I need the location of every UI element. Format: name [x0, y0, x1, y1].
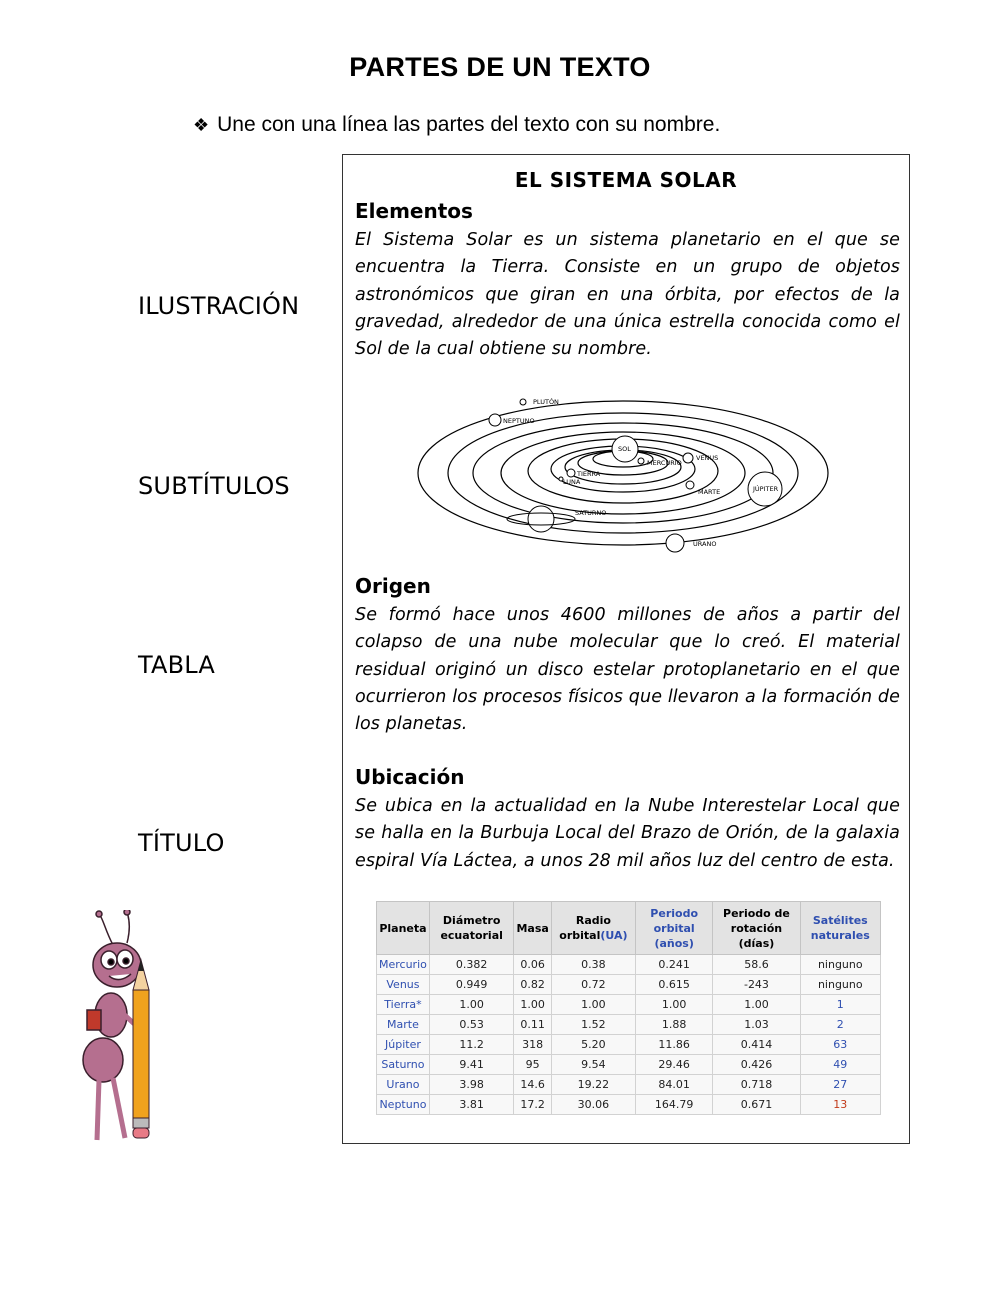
- cell-rotacion: 1.00: [713, 995, 800, 1015]
- cell-planeta[interactable]: Saturno: [377, 1055, 430, 1075]
- cell-planeta[interactable]: Marte: [377, 1015, 430, 1035]
- table-row: [377, 1055, 881, 1075]
- table-row: [377, 955, 881, 975]
- cell-satelites: 1: [800, 995, 880, 1015]
- table-header-row: [377, 902, 881, 955]
- table-row: [377, 1035, 881, 1055]
- paragraph-elementos: El Sistema Solar es un sistema planetario en el que se encuentra la Tierra. Consiste en un grupo de objetos astronómicos que giran en una órbita, por efectos de la gravedad, alrededor de una única estrella conocida como el Sol de la cual obtiene su nombre.: [355, 230, 900, 360]
- header-diametro: Diámetro ecuatorial: [429, 902, 514, 955]
- cell-masa: 0.11: [514, 1015, 551, 1035]
- cell-rotacion: 0.671: [713, 1095, 800, 1115]
- cell-diametro: 3.81: [429, 1095, 514, 1115]
- cell-masa: 318: [514, 1035, 551, 1055]
- diagram-label-tierra: TIERRA: [577, 470, 601, 478]
- cell-radio: 1.00: [551, 995, 635, 1015]
- subtitle-origen: Origen: [355, 574, 431, 598]
- table-row: [377, 1095, 881, 1115]
- cell-radio: 0.38: [551, 955, 635, 975]
- cell-satelites: 63: [800, 1035, 880, 1055]
- planet-tierra: [567, 469, 575, 477]
- table-row: [377, 1015, 881, 1035]
- cell-masa: 0.06: [514, 955, 551, 975]
- cell-radio: 19.22: [551, 1075, 635, 1095]
- cell-diametro: 0.382: [429, 955, 514, 975]
- label-subtitulos[interactable]: SUBTÍTULOS: [138, 472, 290, 500]
- header-planeta: Planeta: [377, 902, 430, 955]
- diagram-label-venus: VENUS: [696, 454, 719, 462]
- diagram-label-sol: SOL: [618, 445, 631, 453]
- cell-satelites: ninguno: [800, 955, 880, 975]
- header-satelites[interactable]: Satélites naturales: [800, 902, 880, 955]
- cell-orbital: 84.01: [635, 1075, 712, 1095]
- cell-rotacion: 1.03: [713, 1015, 800, 1035]
- cell-rotacion: 58.6: [713, 955, 800, 975]
- cell-planeta[interactable]: Mercurio: [377, 955, 430, 975]
- planet-saturno: [528, 506, 554, 532]
- planet-marte: [686, 481, 694, 489]
- planet-pluton: [520, 399, 526, 405]
- cell-rotacion: -243: [713, 975, 800, 995]
- diagram-label-saturno: SATURNO: [575, 509, 607, 517]
- cell-diametro: 11.2: [429, 1035, 514, 1055]
- cell-planeta[interactable]: Urano: [377, 1075, 430, 1095]
- cell-masa: 14.6: [514, 1075, 551, 1095]
- cell-masa: 17.2: [514, 1095, 551, 1115]
- cell-orbital: 11.86: [635, 1035, 712, 1055]
- planet-mercurio: [638, 458, 644, 464]
- diagram-label-pluton: PLUTÓN: [533, 398, 559, 406]
- cell-satelites: 27: [800, 1075, 880, 1095]
- subtitle-ubicacion: Ubicación: [355, 765, 465, 789]
- diagram-label-jupiter: JÚPITER: [753, 485, 779, 493]
- cell-masa: 0.82: [514, 975, 551, 995]
- label-titulo[interactable]: TÍTULO: [138, 829, 225, 857]
- cell-radio: 5.20: [551, 1035, 635, 1055]
- header-periodo-orbital[interactable]: Periodo orbital (años): [635, 902, 712, 955]
- cell-radio: 9.54: [551, 1055, 635, 1075]
- cell-masa: 1.00: [514, 995, 551, 1015]
- planet-urano: [666, 534, 684, 552]
- cell-satelites: ninguno: [800, 975, 880, 995]
- cell-diametro: 1.00: [429, 995, 514, 1015]
- cell-orbital: 29.46: [635, 1055, 712, 1075]
- cell-rotacion: 0.426: [713, 1055, 800, 1075]
- label-ilustracion[interactable]: ILUSTRACIÓN: [138, 292, 300, 320]
- planets-table[interactable]: [376, 901, 881, 1115]
- diagram-label-luna: LUNA: [563, 478, 581, 486]
- solar-system-illustration[interactable]: [413, 387, 833, 557]
- header-radio: [551, 902, 635, 955]
- ant-with-pencil-icon: [75, 910, 170, 1150]
- cell-satelites: 13: [800, 1095, 880, 1115]
- table-row: [377, 1075, 881, 1095]
- cell-orbital: 0.241: [635, 955, 712, 975]
- label-tabla[interactable]: TABLA: [138, 651, 216, 679]
- cell-masa: 95: [514, 1055, 551, 1075]
- paragraph-origen: Se formó hace unos 4600 millones de años a partir del colapso de una nube molecular que lo creó. El material residual originó un disco estelar protoplanetario en el que ocurrieron los procesos físicos que llevaron a la formación de los planetas.: [355, 605, 900, 735]
- cell-planeta[interactable]: Tierra*: [377, 995, 430, 1015]
- cell-orbital: 1.00: [635, 995, 712, 1015]
- cell-diametro: 0.53: [429, 1015, 514, 1035]
- cell-planeta[interactable]: Venus: [377, 975, 430, 995]
- cell-diametro: 0.949: [429, 975, 514, 995]
- planet-venus: [683, 453, 693, 463]
- cell-satelites: 49: [800, 1055, 880, 1075]
- page-title: PARTES DE UN TEXTO: [349, 52, 651, 82]
- cell-orbital: 0.615: [635, 975, 712, 995]
- table-row: [377, 975, 881, 995]
- cell-rotacion: 0.414: [713, 1035, 800, 1055]
- diagram-label-marte: MARTE: [698, 488, 721, 496]
- planet-neptuno: [489, 414, 501, 426]
- article-title: EL SISTEMA SOLAR: [514, 168, 738, 192]
- header-periodo-rotacion: Periodo de rotación (días): [713, 902, 800, 955]
- table-row: [377, 995, 881, 1015]
- article-box[interactable]: [342, 154, 910, 1144]
- diagram-label-neptuno: NEPTUNO: [503, 417, 535, 425]
- cell-satelites: 2: [800, 1015, 880, 1035]
- instruction-text: Une con una línea las partes del texto con su nombre.: [217, 113, 721, 136]
- cell-radio: 30.06: [551, 1095, 635, 1115]
- header-radio-unit[interactable]: (UA): [600, 929, 628, 942]
- diagram-label-mercurio: MERCURIO: [647, 459, 682, 467]
- cell-diametro: 3.98: [429, 1075, 514, 1095]
- subtitle-elementos: Elementos: [355, 199, 473, 223]
- cell-planeta[interactable]: Neptuno: [377, 1095, 430, 1115]
- cell-radio: 1.52: [551, 1015, 635, 1035]
- cell-orbital: 164.79: [635, 1095, 712, 1115]
- cell-radio: 0.72: [551, 975, 635, 995]
- cell-diametro: 9.41: [429, 1055, 514, 1075]
- diagram-label-urano: URANO: [693, 540, 717, 548]
- instruction: [193, 113, 720, 137]
- cell-planeta[interactable]: Júpiter: [377, 1035, 430, 1055]
- cell-rotacion: 0.718: [713, 1075, 800, 1095]
- header-radio-text: Radio orbital: [559, 914, 611, 942]
- cell-orbital: 1.88: [635, 1015, 712, 1035]
- table-body: [377, 955, 881, 1115]
- diamond-bullet-icon: ❖: [193, 115, 210, 135]
- paragraph-ubicacion: Se ubica en la actualidad en la Nube Interestelar Local que se halla en la Burbuja Local del Brazo de Orión, de la galaxia espiral Vía Láctea, a unos 28 mil años luz del centro de esta.: [355, 796, 900, 871]
- header-masa: Masa: [514, 902, 551, 955]
